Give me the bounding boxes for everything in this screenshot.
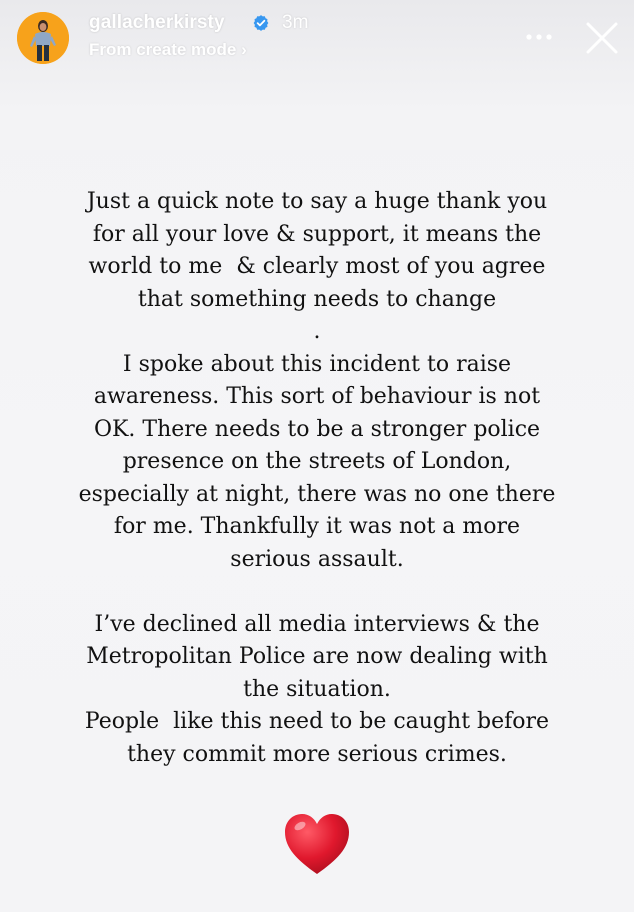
story-text-line [0,576,634,609]
post-time: 3m [282,12,309,33]
story-text-line: People like this need to be caught before [84,709,550,734]
story-text-line: presence on the streets of London, [122,449,512,474]
more-horizontal-icon[interactable] [522,25,556,49]
story-text-line: awareness. This sort of behaviour is not [93,384,541,409]
story-text-line: I’ve declined all media interviews & the [94,611,540,637]
close-icon[interactable] [584,20,620,56]
avatar-image [17,12,69,64]
story-text-line: that something needs to change [137,286,497,312]
story-text-line: OK. There needs to be a stronger police [93,416,541,442]
heart-emoji [283,812,351,880]
create-mode-link[interactable]: From create mode › [89,40,247,59]
story-text [0,186,634,771]
story-text-line: serious assault. [230,546,404,572]
verified-badge-icon [252,14,270,32]
story-header [0,0,634,80]
story-text-line: they commit more serious crimes. [127,741,507,767]
story-text-line: especially at night, there was no one there [78,481,556,507]
username[interactable]: gallacherkirsty [89,12,225,33]
story-text-line: Just a quick note to say a huge thank you [86,189,548,214]
story-text-line: I spoke about this incident to raise [122,351,512,377]
story-text-line: for me. Thankfully it was not a more [113,514,521,539]
story-text-line: world to me & clearly most of you agree [88,254,546,279]
story-text-line: Metropolitan Police are now dealing with [86,644,548,669]
story-text-line: . [313,319,321,344]
story-text-line: the situation. [243,676,391,702]
profile-avatar[interactable] [17,12,69,64]
story-text-line: for all your love & support, it means the [92,221,542,247]
